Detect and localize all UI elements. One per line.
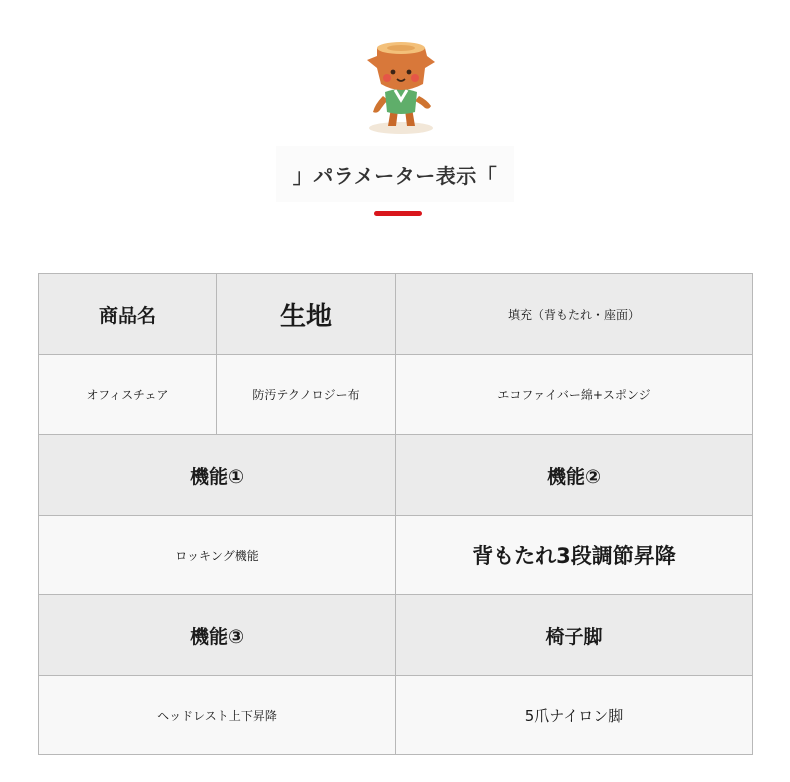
function-3-header: 機能③: [39, 595, 396, 676]
table-row: [39, 676, 753, 755]
heading-box: [276, 146, 514, 202]
product-name-header: 商品名: [39, 274, 217, 355]
function-1-header: 機能①: [39, 435, 396, 516]
page-title: 」パラメーター表示「: [292, 163, 498, 188]
fabric-header: 生地: [217, 274, 396, 355]
accent-bar: [374, 211, 422, 216]
fabric-value: 防汚テクノロジー布: [217, 355, 396, 435]
table-row: [39, 516, 753, 595]
chair-legs-value: 5爪ナイロン脚: [396, 676, 753, 755]
function-2-header: 機能②: [396, 435, 753, 516]
parameter-table: [38, 273, 753, 755]
filling-value: エコファイバー綿+スポンジ: [396, 355, 753, 435]
table-row: [39, 435, 753, 516]
function-3-value: ヘッドレスト上下昇降: [39, 676, 396, 755]
table-row: [39, 274, 753, 355]
filling-header: 填充（背もたれ・座面）: [396, 274, 753, 355]
chair-legs-header: 椅子脚: [396, 595, 753, 676]
function-2-value: 背もたれ3段調節昇降: [396, 516, 753, 595]
table-row: [39, 595, 753, 676]
function-1-value: ロッキング機能: [39, 516, 396, 595]
product-name-value: オフィスチェア: [39, 355, 217, 435]
tree-stump-mascot-icon: [355, 38, 447, 138]
table-row: [39, 355, 753, 435]
